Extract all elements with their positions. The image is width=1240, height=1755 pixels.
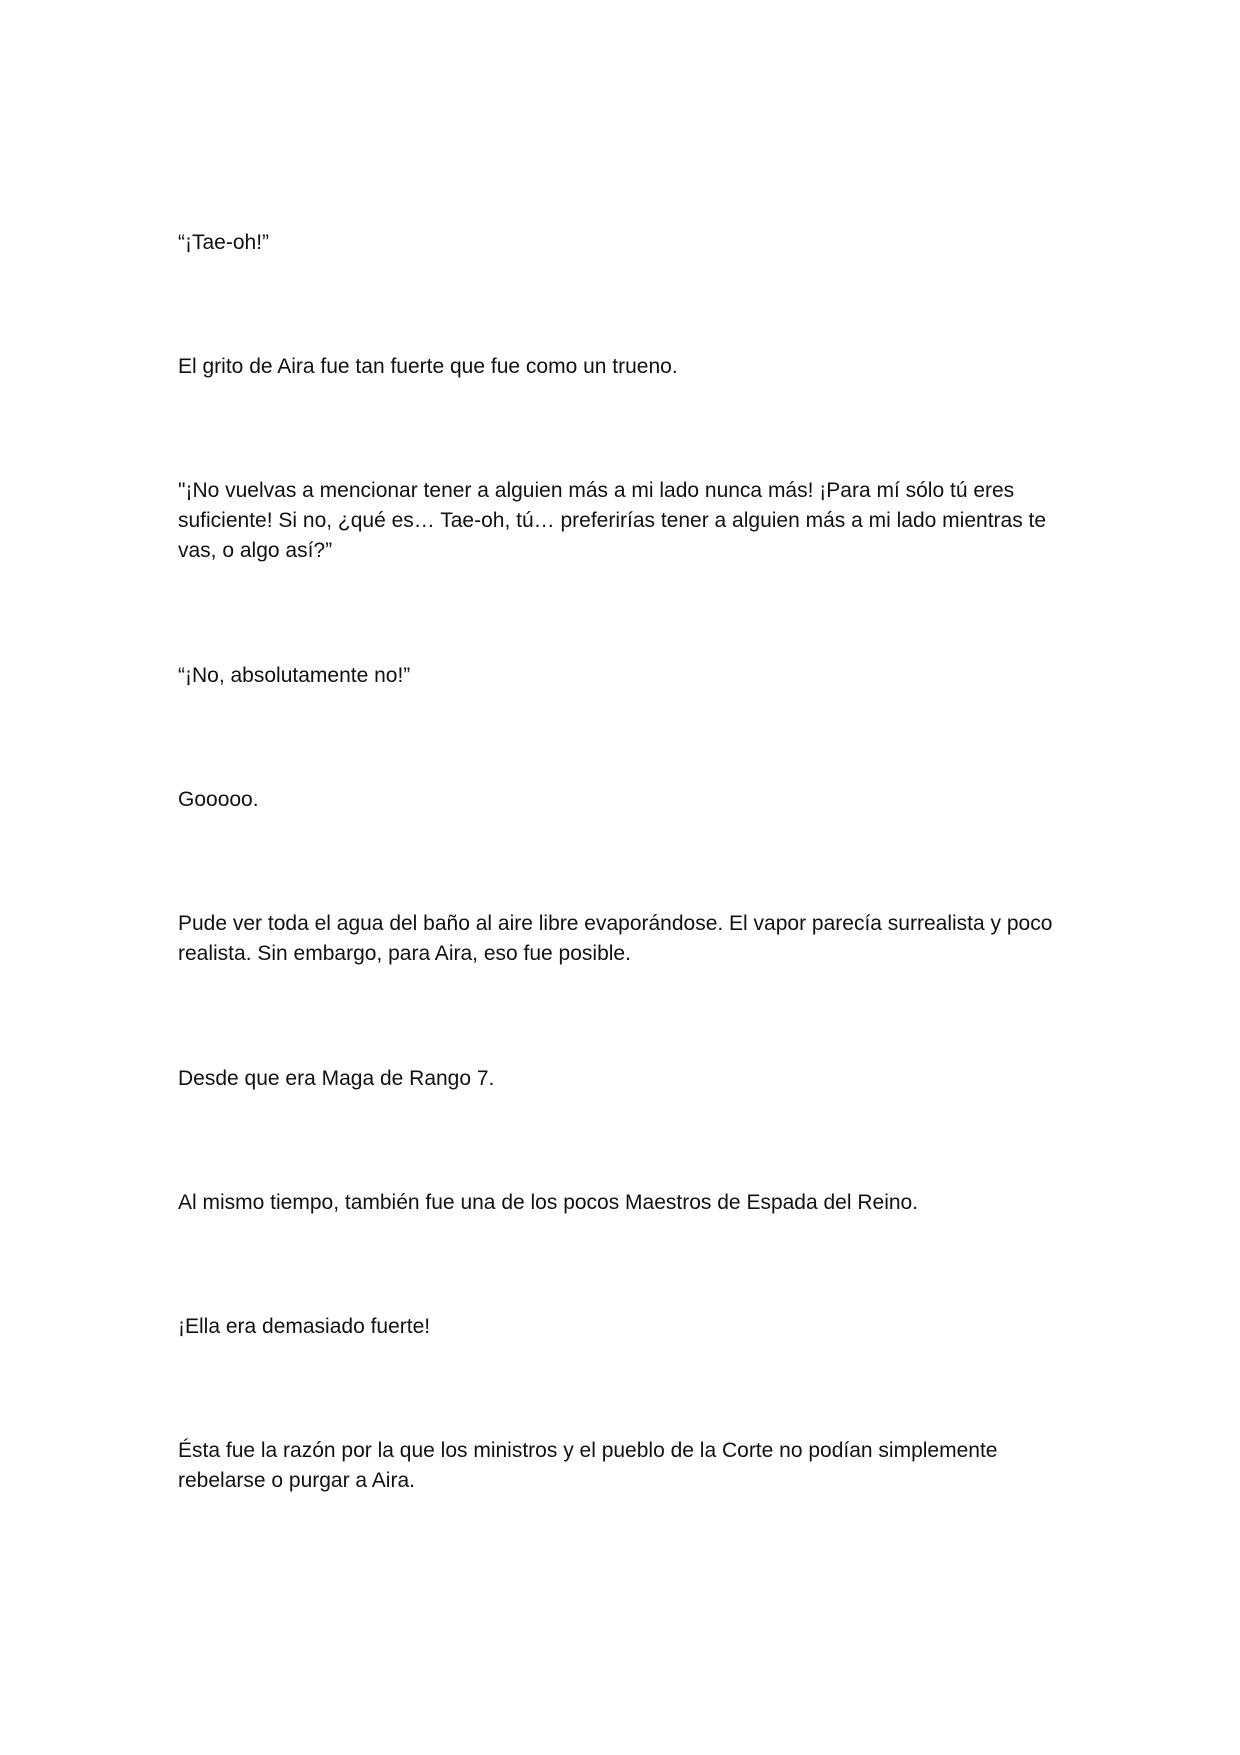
paragraph: Desde que era Maga de Rango 7. [178, 1067, 495, 1090]
paragraph: Pude ver toda el agua del baño al aire libre evaporándose. El vapor parecía surrealista y poco realista. Sin embargo, para Aira, eso fue posible. [178, 912, 1053, 965]
paragraph: El grito de Aira fue tan fuerte que fue como un trueno. [178, 355, 678, 378]
paragraph: “¡Tae-oh!” [178, 231, 270, 254]
paragraph: Gooooo. [178, 788, 259, 811]
paragraph: "¡No vuelvas a mencionar tener a alguien más a mi lado nunca más! ¡Para mí sólo tú eres suficiente! Si no, ¿qué es… Tae-oh, tú… preferirías tener a alguien más a mi lado mientras te vas, o algo así?” [178, 479, 1047, 562]
paragraph: ¡Ella era demasiado fuerte! [178, 1315, 431, 1338]
paragraph: Al mismo tiempo, también fue una de los pocos Maestros de Espada del Reino. [178, 1191, 919, 1214]
paragraph: Ésta fue la razón por la que los ministros y el pueblo de la Corte no podían simplemente rebelarse o purgar a Aira. [178, 1439, 998, 1492]
paragraph: “¡No, absolutamente no!” [178, 664, 411, 687]
